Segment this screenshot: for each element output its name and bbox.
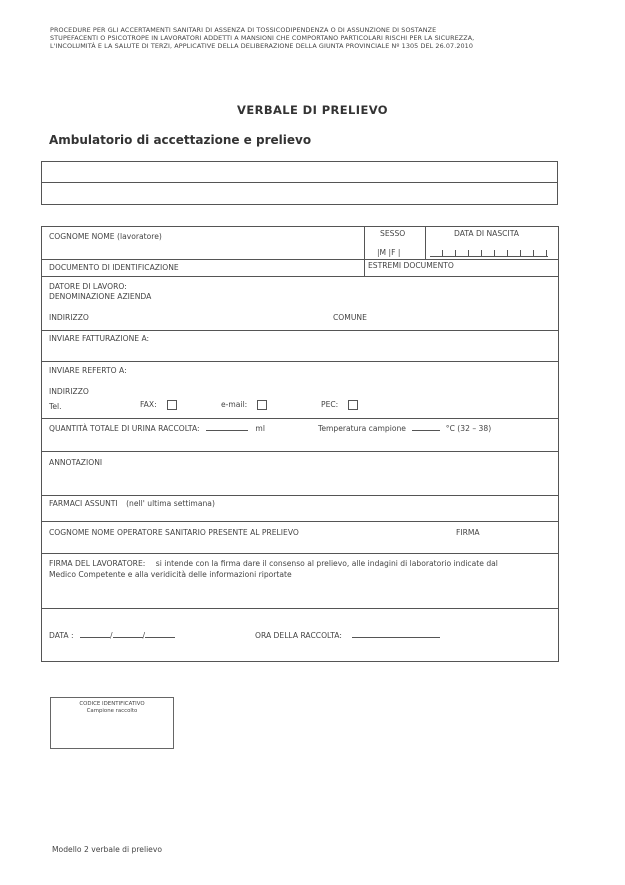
indirizzo-referto-label: INDIRIZZO [49,387,89,396]
documento-label: DOCUMENTO DI IDENTIFICAZIONE [49,263,179,272]
farmaci-note: (nell' ultima settimana) [126,499,215,508]
header-line-1: PROCEDURE PER GLI ACCERTAMENTI SANITARI DI ASSENZA DI TOSSICODIPENDENZA O DI ASSUNZIONE DI SOSTANZE [50,26,437,34]
cognome-nome-field[interactable] [42,243,363,258]
data-label: DATA : [49,631,74,640]
denominazione-label: DENOMINAZIONE AZIENDA [49,292,152,301]
ambulatorio-divider [41,182,557,183]
datore-label: DATORE DI LAVORO: [49,282,127,291]
operatore-label: COGNOME NOME OPERATORE SANITARIO PRESENTE AL PRELIEVO [49,528,299,537]
data-month-field[interactable] [113,637,143,638]
indirizzo-label: INDIRIZZO [49,313,89,322]
quantita-label: QUANTITÀ TOTALE DI URINA RACCOLTA: [49,424,200,433]
temperatura-label: Temperatura campione [318,424,406,433]
footer-label: Modello 2 verbale di prelievo [52,845,162,854]
temperatura-range: °C (32 – 38) [445,424,492,433]
cognome-nome-label: COGNOME NOME (lavoratore) [49,232,162,241]
data-row: DATA : / / [49,631,175,640]
firma-lavoratore-note-2: Medico Competente e alla veridicità delle informazioni riportate [49,570,292,579]
pec-label: PEC: [321,400,358,410]
sesso-options[interactable]: |M |F | [377,248,401,257]
ora-label: ORA DELLA RACCOLTA: [255,631,342,640]
data-nascita-label: DATA DI NASCITA [454,229,519,238]
temperatura-row [318,424,491,433]
firma-lavoratore-row [49,559,498,568]
firma-lavoratore-note: si intende con la firma dare il consenso al prelievo, alle indagini di laboratorio indicate dal [155,559,498,568]
firma-operatore-label: FIRMA [456,528,480,537]
tel-label: Tel. [49,402,62,411]
codice-subtitle: Campione raccolto [86,708,138,714]
annotazioni-label: ANNOTAZIONI [49,458,103,467]
ora-row [255,631,440,640]
ambulatorio-box[interactable] [41,161,558,205]
farmaci-row [49,499,215,508]
data-day-field[interactable] [80,637,110,638]
sesso-label: SESSO [380,229,406,238]
header-line-3: L'INCOLUMITÀ E LA SALUTE DI TERZI, APPLICATIVE DELLA DELIBERAZIONE DELLA GIUNTA PROVINCIALE Nº 1305 DEL 26.07.2010 [50,42,473,51]
header-line-2: STUPEFACENTI O PSICOTROPE IN LAVORATORI ADDETTI A MANSIONI CHE COMPORTANO PARTICOLARI RISCHI PER LA SICUREZZA, [50,34,475,43]
email-checkbox[interactable] [257,400,267,410]
codice-title: CODICE IDENTIFICATIVO [79,701,145,707]
quantita-field[interactable] [206,430,248,431]
ora-field[interactable] [352,637,440,638]
codice-identificativo-box[interactable] [50,697,174,749]
data-nascita-field[interactable] [430,246,548,258]
ml-unit: ml [255,424,265,433]
page-title: VERBALE DI PRELIEVO [237,103,388,117]
farmaci-label: FARMACI ASSUNTI [49,499,118,508]
data-year-field[interactable] [145,637,175,638]
estremi-documento-label: ESTREMI DOCUMENTO [368,261,454,270]
fax-label: FAX: [140,400,177,410]
temperatura-field[interactable] [412,430,440,431]
referto-label: INVIARE REFERTO A: [49,366,127,375]
comune-label: COMUNE [333,313,367,322]
email-label: e-mail: [221,400,267,410]
firma-lavoratore-label: FIRMA DEL LAVORATORE: [49,559,146,568]
fax-checkbox[interactable] [167,400,177,410]
page-subtitle: Ambulatorio di accettazione e prelievo [49,133,312,147]
fatturazione-label: INVIARE FATTURAZIONE A: [49,334,150,343]
pec-checkbox[interactable] [348,400,358,410]
quantita-row [49,424,265,433]
document-header [50,26,570,51]
